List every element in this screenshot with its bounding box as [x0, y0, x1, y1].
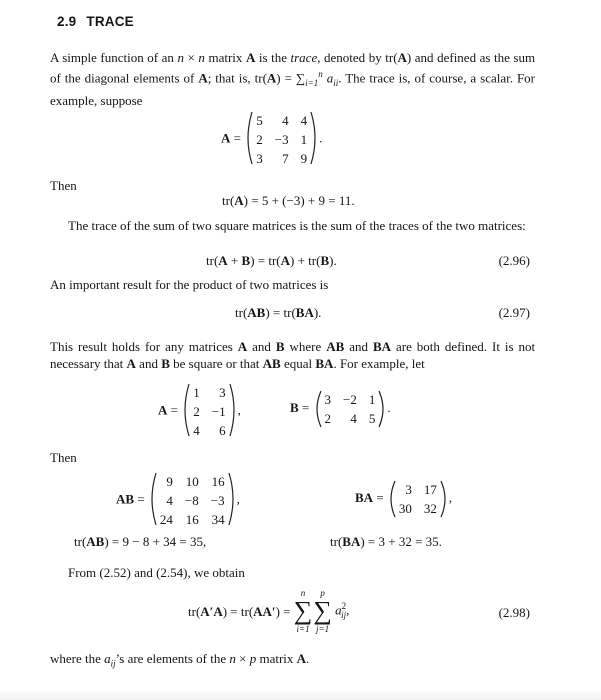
equation-2-97: tr(AB) = tr(BA). [235, 305, 322, 320]
matrix-A-example: A = 5 4 4 2 −3 1 3 7 9 . [221, 113, 323, 166]
matrix-AB: AB = 9 10 16 4 −8 −3 24 16 34 , [116, 474, 240, 527]
right-paren [229, 383, 238, 437]
section-title: TRACE [86, 14, 134, 29]
trace-A-equation: tr(A) = 5 + (−3) + 9 = 11. [222, 193, 355, 208]
from-paragraph: From (2.52) and (2.54), we obtain [68, 565, 245, 580]
left-paren [387, 480, 396, 518]
right-paren [228, 472, 237, 526]
right-paren [440, 480, 449, 518]
page-bottom-edge [0, 690, 601, 700]
matrix-BA: BA = 3 17 30 32 , [355, 482, 453, 516]
right-paren [310, 111, 319, 165]
where-paragraph: where the $a_{ij}’s$ are elements of the n × p matrix A. [50, 651, 310, 669]
holds-paragraph: This result holds for any matrices A and B where AB and BA are both defined. It is not necessary that A and B be square or that AB equal BA. For example, let [50, 339, 536, 371]
section-number: 2.9 [57, 14, 77, 29]
sum-paragraph: The trace of the sum of two square matrices is the sum of the traces of the two matrices: [68, 218, 526, 233]
equation-number-2-96: (2.96) [498, 253, 530, 268]
equation-2-96: tr(A + B) = tr(A) + tr(B). [206, 253, 337, 268]
left-paren [244, 111, 253, 165]
then-label-1: Then [50, 178, 77, 193]
equation-number-2-98: (2.98) [498, 605, 530, 620]
matrix-B-2x3: B = 3 −2 1 2 4 5 . [290, 392, 391, 426]
left-paren [313, 390, 322, 428]
trace-BA-equation: tr(BA) = 3 + 32 = 35. [330, 534, 442, 549]
intro-paragraph: A simple function of an n × n matrix A is the trace, denoted by tr(A) and defined as the sum of the diagonal elements of A; that is, $tr(A) = \sum_{i=1}^n$ $a_{ii}$. The trace is, of course, a scalar. For example, suppose [50, 50, 536, 108]
product-paragraph: An important result for the product of two matrices is [50, 277, 329, 292]
left-paren [181, 383, 190, 437]
equation-number-2-97: (2.97) [498, 305, 530, 320]
left-paren [148, 472, 157, 526]
section-heading [57, 13, 144, 30]
matrix-A-3x2: A = 1 3 2 −1 4 6 , [158, 385, 241, 438]
equation-2-98: tr(A′A) = tr(AA′) = n ∑ i=1 p ∑ j=1 $a^2_{ij}$, [188, 588, 350, 634]
trace-AB-equation: tr(AB) = 9 − 8 + 34 = 35, [74, 534, 207, 549]
right-paren [378, 390, 387, 428]
then-label-2: Then [50, 450, 77, 465]
